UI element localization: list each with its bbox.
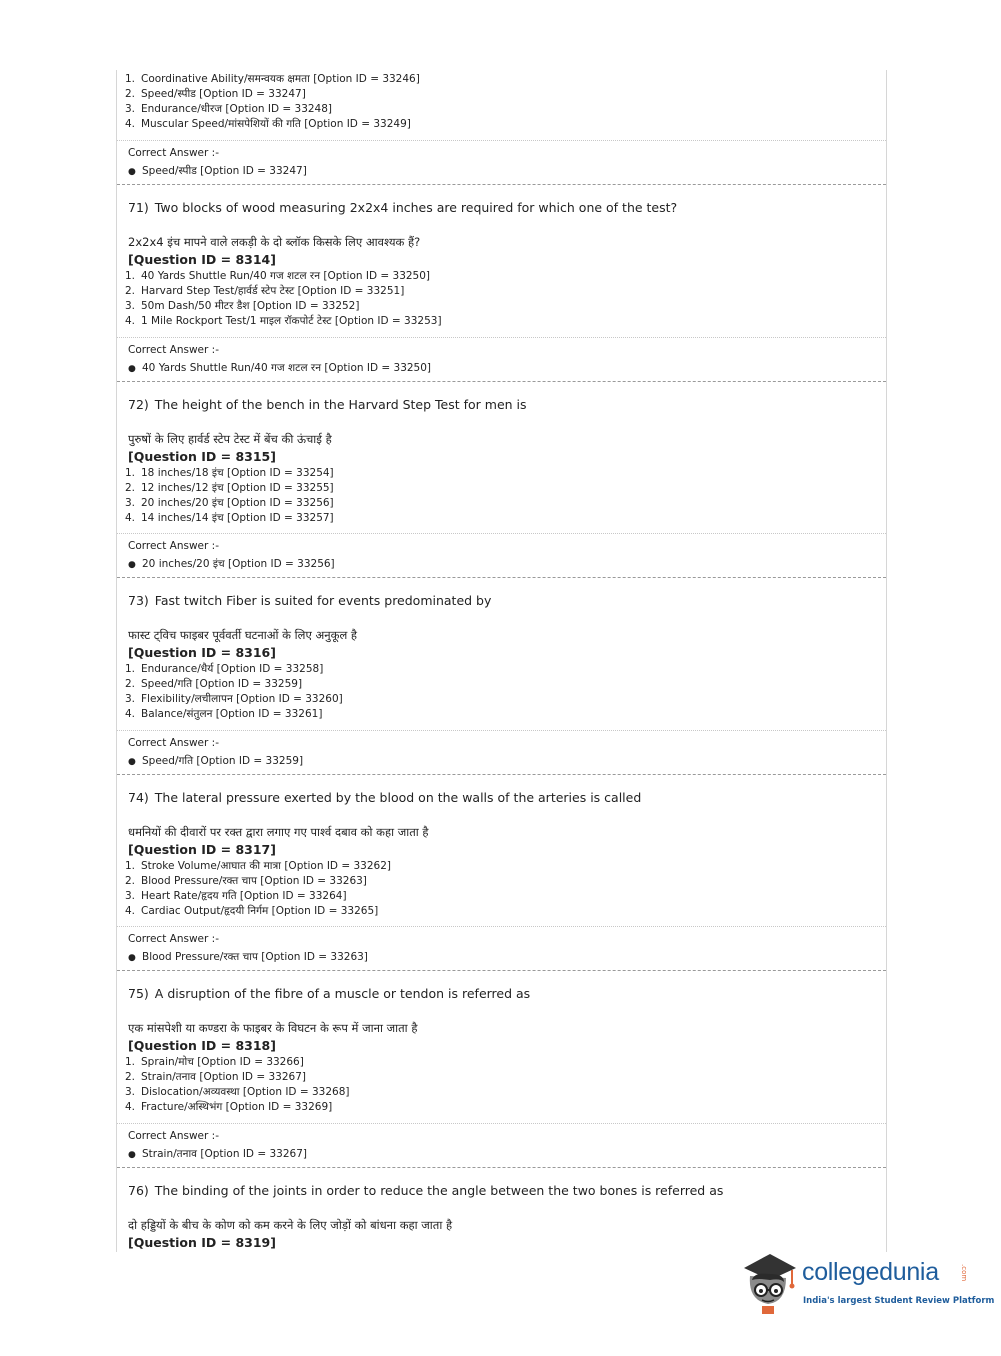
bullet-icon: ● [128, 364, 136, 374]
question-id: [Question ID = 8316] [128, 645, 276, 660]
option-item: 4. 14 inches/14 इंच [Option ID = 33257] [125, 512, 334, 524]
correct-answer-label: Correct Answer :- [128, 147, 219, 159]
bullet-icon: ● [128, 757, 136, 767]
question-id: [Question ID = 8318] [128, 1038, 276, 1053]
option-item: 1. 40 Yards Shuttle Run/40 गज शटल रन [Option ID = 33250] [125, 270, 431, 282]
option-item: 3. Dislocation/अव्यवस्था [Option ID = 33268] [125, 1086, 350, 1098]
question-divider [117, 970, 886, 971]
option-item: 2. Speed/स्पीड [Option ID = 33247] [125, 88, 306, 100]
question-title: 71) Two blocks of wood measuring 2x2x4 inches are required for which one of the test? [128, 200, 678, 215]
q72-options [125, 466, 334, 526]
divider [117, 1123, 886, 1124]
option-item: 1. Sprain/मोच [Option ID = 33266] [125, 1056, 304, 1068]
correct-answer-label: Correct Answer :- [128, 737, 219, 749]
question-id: [Question ID = 8314] [128, 252, 276, 267]
question-hindi: पुरुषों के लिए हार्वर्ड स्टेप टेस्ट में बेंच की ऊंचाई है [128, 432, 332, 446]
option-item: 4. Muscular Speed/मांसपेशियों की गति [Option ID = 33249] [125, 118, 411, 130]
bullet-icon: ● [128, 953, 136, 963]
option-item: 1. Coordinative Ability/समन्वयक क्षमता [Option ID = 33246] [125, 73, 420, 85]
bullet-icon: ● [128, 560, 136, 570]
q74-options [125, 859, 391, 919]
question-divider [117, 381, 886, 382]
divider [117, 730, 886, 731]
correct-answer: ● Speed/गति [Option ID = 33259] [128, 755, 304, 767]
correct-answer: ● Blood Pressure/रक्त चाप [Option ID = 33263] [128, 951, 368, 963]
question-hindi: दो हड्डियों के बीच के कोण को कम करने के लिए जोड़ों को बांधना कहा जाता है [128, 1218, 453, 1232]
question-divider [117, 1167, 886, 1168]
option-item: 4. 1 Mile Rockport Test/1 माइल रॉकपोर्ट टेस्ट [Option ID = 33253] [125, 315, 442, 327]
student-mascot-icon [740, 1250, 798, 1316]
option-item: 4. Cardiac Output/हृदयी निर्गम [Option ID = 33265] [125, 905, 379, 917]
option-item: 2. Strain/तनाव [Option ID = 33267] [125, 1071, 306, 1083]
option-item: 2. Harvard Step Test/हार्वर्ड स्टेप टेस्ट [Option ID = 33251] [125, 285, 405, 297]
correct-answer: ● 40 Yards Shuttle Run/40 गज शटल रन [Option ID = 33250] [128, 362, 432, 374]
question-title: 76) The binding of the joints in order to reduce the angle between the two bones is referred as [128, 1183, 724, 1198]
divider [117, 337, 886, 338]
divider [117, 533, 886, 534]
option-item: 2. Blood Pressure/रक्त चाप [Option ID = 33263] [125, 875, 367, 887]
q71-options [125, 269, 442, 329]
question-title: 73) Fast twitch Fiber is suited for events predominated by [128, 593, 492, 608]
brand-tagline: India's largest Student Review Platform [803, 1296, 995, 1306]
correct-answer-label: Correct Answer :- [128, 540, 219, 552]
correct-answer: ● Speed/स्पीड [Option ID = 33247] [128, 165, 307, 177]
option-item: 3. Heart Rate/हृदय गति [Option ID = 33264] [125, 890, 347, 902]
correct-answer-label: Correct Answer :- [128, 1130, 219, 1142]
q73-options [125, 662, 343, 722]
question-divider [117, 184, 886, 185]
option-item: 2. 12 inches/12 इंच [Option ID = 33255] [125, 482, 334, 494]
option-item: 3. Endurance/धीरज [Option ID = 33248] [125, 103, 333, 115]
collegedunia-logo[interactable] [740, 1250, 995, 1320]
q70-options [125, 72, 420, 132]
bullet-icon: ● [128, 167, 136, 177]
question-divider [117, 774, 886, 775]
brand-name: collegedunia [802, 1258, 939, 1286]
option-item: 1. Stroke Volume/आघात की मात्रा [Option ID = 33262] [125, 860, 391, 872]
option-item: 4. Fracture/अस्थिभंग [Option ID = 33269] [125, 1101, 333, 1113]
question-divider [117, 577, 886, 578]
question-id: [Question ID = 8319] [128, 1235, 276, 1250]
correct-answer-label: Correct Answer :- [128, 933, 219, 945]
question-hindi: एक मांसपेशी या कण्डरा के फाइबर के विघटन के रूप में जाना जाता है [128, 1021, 418, 1035]
brand-suffix: .com [960, 1264, 968, 1282]
question-hindi: फास्ट ट्विच फाइबर पूर्ववर्ती घटनाओं के लिए अनुकूल है [128, 628, 358, 642]
correct-answer-label: Correct Answer :- [128, 344, 219, 356]
question-title: 72) The height of the bench in the Harvard Step Test for men is [128, 397, 527, 412]
option-item: 3. 50m Dash/50 मीटर डैश [Option ID = 33252] [125, 300, 360, 312]
divider [117, 926, 886, 927]
question-title: 75) A disruption of the fibre of a muscle or tendon is referred as [128, 986, 531, 1001]
divider [117, 140, 886, 141]
question-paper [116, 70, 887, 1252]
question-id: [Question ID = 8315] [128, 449, 276, 464]
option-item: 3. Flexibility/लचीलापन [Option ID = 33260] [125, 693, 343, 705]
question-title: 74) The lateral pressure exerted by the blood on the walls of the arteries is called [128, 790, 642, 805]
option-item: 4. Balance/संतुलन [Option ID = 33261] [125, 708, 323, 720]
correct-answer: ● 20 inches/20 इंच [Option ID = 33256] [128, 558, 335, 570]
q75-options [125, 1055, 350, 1115]
question-hindi: 2x2x4 इंच मापने वाले लकड़ी के दो ब्लॉक किसके लिए आवश्यक हैं? [128, 235, 421, 249]
option-item: 1. 18 inches/18 इंच [Option ID = 33254] [125, 467, 334, 479]
correct-answer: ● Strain/तनाव [Option ID = 33267] [128, 1148, 307, 1160]
option-item: 2. Speed/गति [Option ID = 33259] [125, 678, 303, 690]
bullet-icon: ● [128, 1150, 136, 1160]
question-id: [Question ID = 8317] [128, 842, 276, 857]
question-hindi: धमनियों की दीवारों पर रक्त द्वारा लगाए गए पार्श्व दबाव को कहा जाता है [128, 825, 429, 839]
option-item: 3. 20 inches/20 इंच [Option ID = 33256] [125, 497, 334, 509]
option-item: 1. Endurance/धैर्य [Option ID = 33258] [125, 663, 324, 675]
